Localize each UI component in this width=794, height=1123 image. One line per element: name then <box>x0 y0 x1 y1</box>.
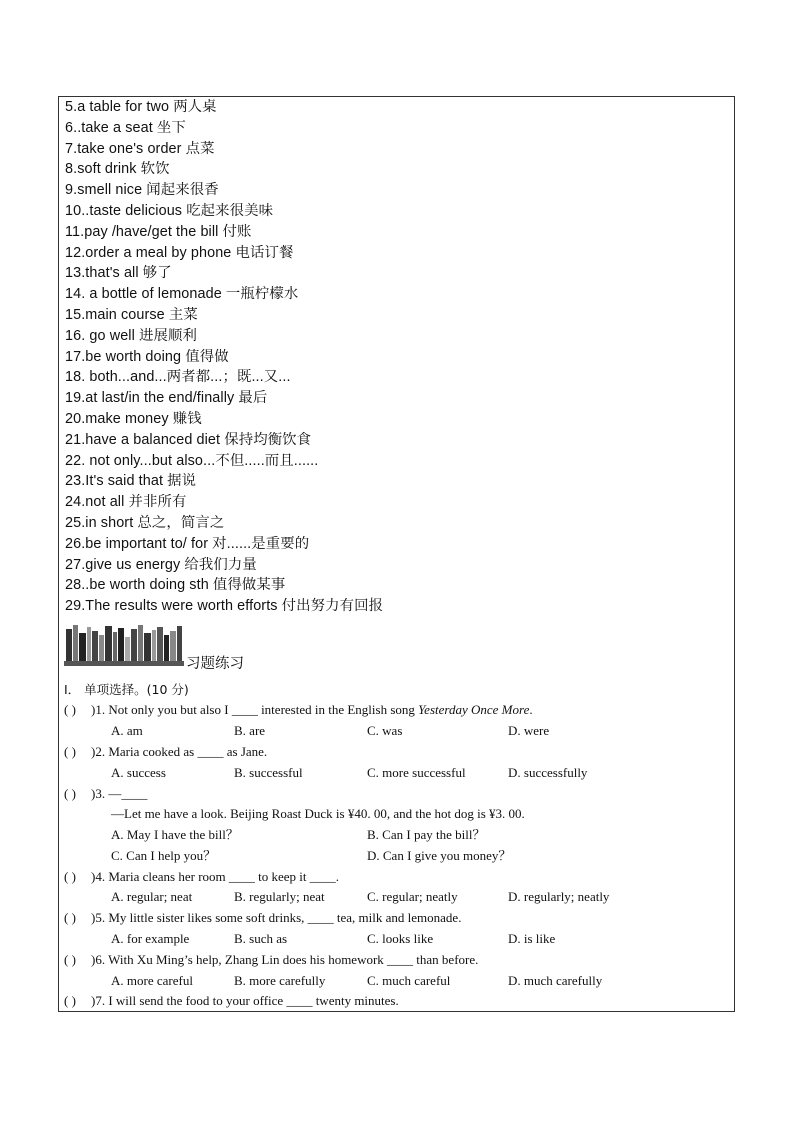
phrase-item: 22. not only...but also...不但.....而且...... <box>65 452 319 469</box>
option-b: B. successful <box>234 765 303 780</box>
phrase-item: 26.be important to/ for 对......是重要的 <box>65 535 310 552</box>
option-c: C. regular; neatly <box>367 889 458 904</box>
answer-blank: ( ) <box>64 702 76 717</box>
option-c: C. looks like <box>367 931 434 946</box>
phrase-item: 28..be worth doing sth 值得做某事 <box>65 577 286 594</box>
option-c: C. was <box>367 723 403 738</box>
question-tail: . <box>529 702 533 717</box>
option-d: D. were <box>508 723 550 738</box>
option-b: B. are <box>234 723 266 738</box>
answer-blank: ( ) <box>64 910 76 925</box>
phrase-item: 17.be worth doing 值得做 <box>65 348 229 365</box>
option-a: A. am <box>111 723 143 738</box>
answer-blank: ( ) <box>64 744 76 759</box>
phrase-item: 14. a bottle of lemonade 一瓶柠檬水 <box>65 286 299 303</box>
phrase-item: 24.not all 并非所有 <box>65 494 187 511</box>
phrase-item: 19.at last/in the end/finally 最后 <box>65 390 268 407</box>
question-3: )3. —____ <box>91 786 148 801</box>
question-5: )5. My little sister likes some soft drinks, ____ tea, milk and lemonade. <box>91 910 462 925</box>
phrase-item: 27.give us energy 给我们力量 <box>65 556 257 573</box>
answer-blank: ( ) <box>64 952 76 967</box>
phrase-item: 9.smell nice 闻起来很香 <box>65 182 219 199</box>
phrase-item: 21.have a balanced diet 保持均衡饮食 <box>65 431 312 448</box>
question-2: )2. Maria cooked as ____ as Jane. <box>91 744 268 759</box>
answer-blank: ( ) <box>64 993 76 1008</box>
song-title: Yesterday Once More <box>418 702 530 717</box>
option-a: A. success <box>111 765 166 780</box>
answer-blank: ( ) <box>64 786 76 801</box>
option-a: A. May I have the bill？ <box>111 827 239 842</box>
phrase-list <box>65 97 383 617</box>
option-b: B. Can I pay the bill？ <box>367 827 486 842</box>
phrase-item: 25.in short 总之，简言之 <box>65 514 225 531</box>
option-d: D. successfully <box>508 765 588 780</box>
phrase-item: 15.main course 主菜 <box>65 306 198 323</box>
dialogue-line: —Let me have a look. Beijing Roast Duck is ¥40. 00, and the hot dog is ¥3. 00. <box>111 806 525 821</box>
phrase-item: 8.soft drink 软饮 <box>65 161 170 178</box>
phrase-item: 11.pay /have/get the bill 付账 <box>65 223 252 240</box>
option-a: A. more careful <box>111 973 193 988</box>
option-c: C. Can I help you？ <box>111 848 217 863</box>
phrase-item: 20.make money 赚钱 <box>65 410 202 427</box>
phrase-item: 5.a table for two 两人桌 <box>65 99 217 115</box>
option-a: A. regular; neat <box>111 889 193 904</box>
option-c: C. more successful <box>367 765 466 780</box>
option-b: B. regularly; neat <box>234 889 325 904</box>
option-a: A. for example <box>111 931 190 946</box>
answer-blank: ( ) <box>64 869 76 884</box>
option-b: B. such as <box>234 931 288 946</box>
practice-heading: 习题练习 <box>186 656 244 672</box>
question-text: )1. Not only you but also I ____ interested in the English song <box>91 702 419 717</box>
section-heading: Ⅰ． 单项选择。(10 分) <box>64 682 189 697</box>
phrase-item: 29.The results were worth efforts 付出努力有回报 <box>65 598 384 615</box>
phrase-item: 10..taste delicious 吃起来很美味 <box>65 202 274 219</box>
question-1 <box>91 700 533 720</box>
question-4: )4. Maria cleans her room ____ to keep it ____. <box>91 869 340 884</box>
option-d: D. is like <box>508 931 556 946</box>
option-b: B. more carefully <box>234 973 326 988</box>
option-d: D. Can I give you money？ <box>367 848 512 863</box>
phrase-item: 6..take a seat 坐下 <box>65 119 186 136</box>
question-7: )7. I will send the food to your office ____ twenty minutes. <box>91 993 399 1008</box>
phrase-item: 12.order a meal by phone 电话订餐 <box>65 244 294 261</box>
phrase-item: 7.take one's order 点菜 <box>65 140 215 157</box>
phrase-item: 13.that's all 够了 <box>65 265 172 282</box>
phrase-item: 18. both...and...两者都...；既...又... <box>65 369 291 386</box>
option-d: D. much carefully <box>508 973 603 988</box>
phrase-item: 16. go well 进展顺利 <box>65 327 197 344</box>
question-6: )6. With Xu Ming’s help, Zhang Lin does his homework ____ than before. <box>91 952 479 967</box>
option-c: C. much careful <box>367 973 451 988</box>
option-d: D. regularly; neatly <box>508 889 610 904</box>
phrase-item: 23.It's said that 据说 <box>65 473 197 490</box>
